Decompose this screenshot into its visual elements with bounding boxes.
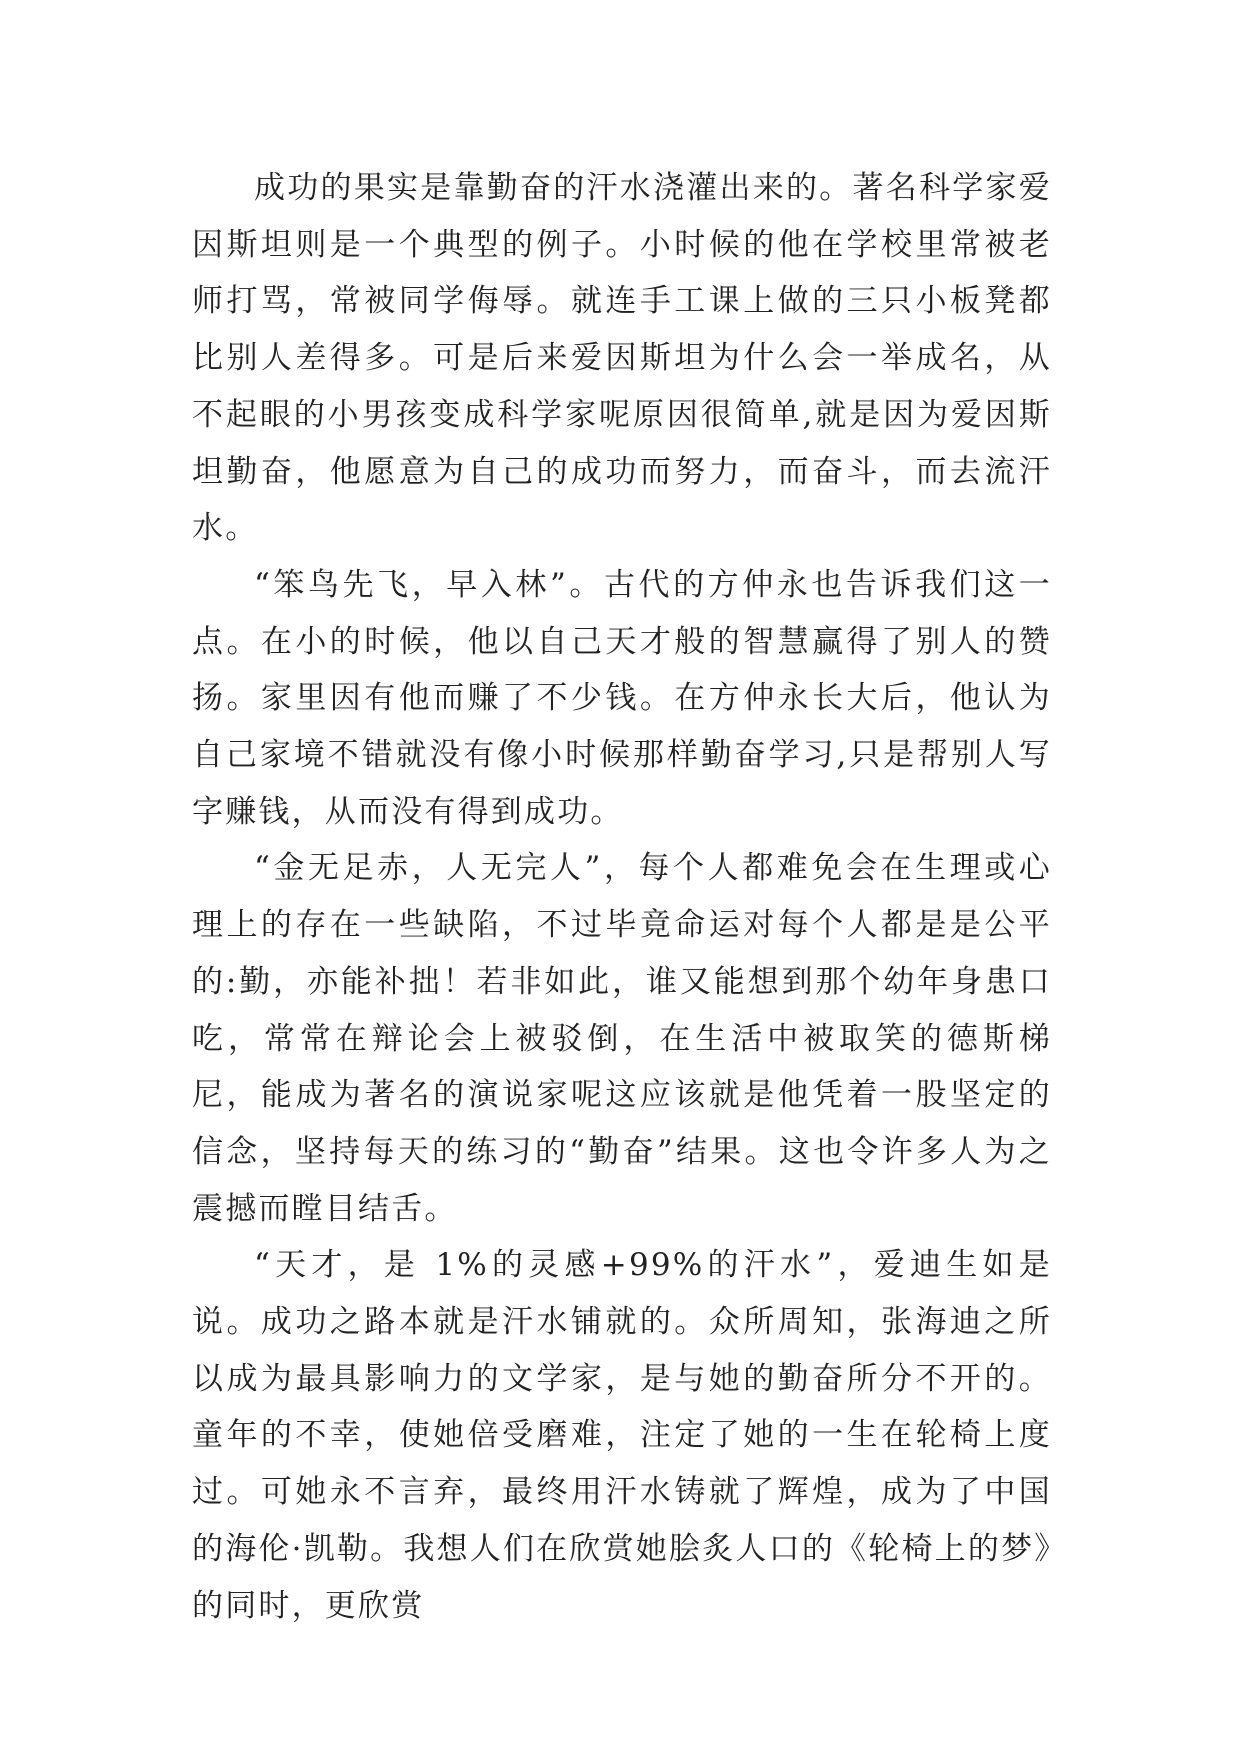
paragraph-einstein: 成功的果实是靠勤奋的汗水浇灌出来的。著名科学家爱因斯坦则是一个典型的例子。小时候的他在学校里常被老师打骂，常被同学侮辱。就连手工课上做的三只小板凳都比别人差得多。可是后来爱因斯坦为什么会一举成名，从不起眼的小男孩变成科学家呢原因很简单,就是因为爱因斯坦勤奋，他愿意为自己的成功而努力，而奋斗，而去流汗水。 (192, 170, 1052, 547)
essay-body (192, 160, 1052, 1634)
paragraph-zhang-haidi: “天才，是 1%的灵感+99%的汗水”，爱迪生如是说。成功之路本就是汗水铺就的。众所周知，张海迪之所以成为最具影响力的文学家，是与她的勤奋所分不开的。童年的不幸，使她倍受磨难，注定了她的一生在轮椅上度过。可她永不言弃，最终用汗水铸就了辉煌，成为了中国的海伦·凯勒。我想人们在欣赏她脍炙人口的《轮椅上的梦》的同时，更欣赏 (192, 1247, 1052, 1624)
paragraph-demosthenes: “金无足赤，人无完人”，每个人都难免会在生理或心理上的存在一些缺陷，不过毕竟命运对每个人都是是公平的:勤，亦能补拙！若非如此，谁又能想到那个幼年身患口吃，常常在辩论会上被驳倒，在生活中被取笑的德斯梯尼，能成为著名的演说家呢这应该就是他凭着一股坚定的信念，坚持每天的练习的“勤奋”结果。这也令许多人为之震撼而瞠目结舌。 (192, 850, 1052, 1227)
paragraph-fang-zhongyong: “笨鸟先飞，早入林”。古代的方仲永也告诉我们这一点。在小的时候，他以自己天才般的智慧赢得了别人的赞扬。家里因有他而赚了不少钱。在方仲永长大后，他认为自己家境不错就没有像小时候那样勤奋学习,只是帮别人写字赚钱，从而没有得到成功。 (192, 566, 1052, 830)
